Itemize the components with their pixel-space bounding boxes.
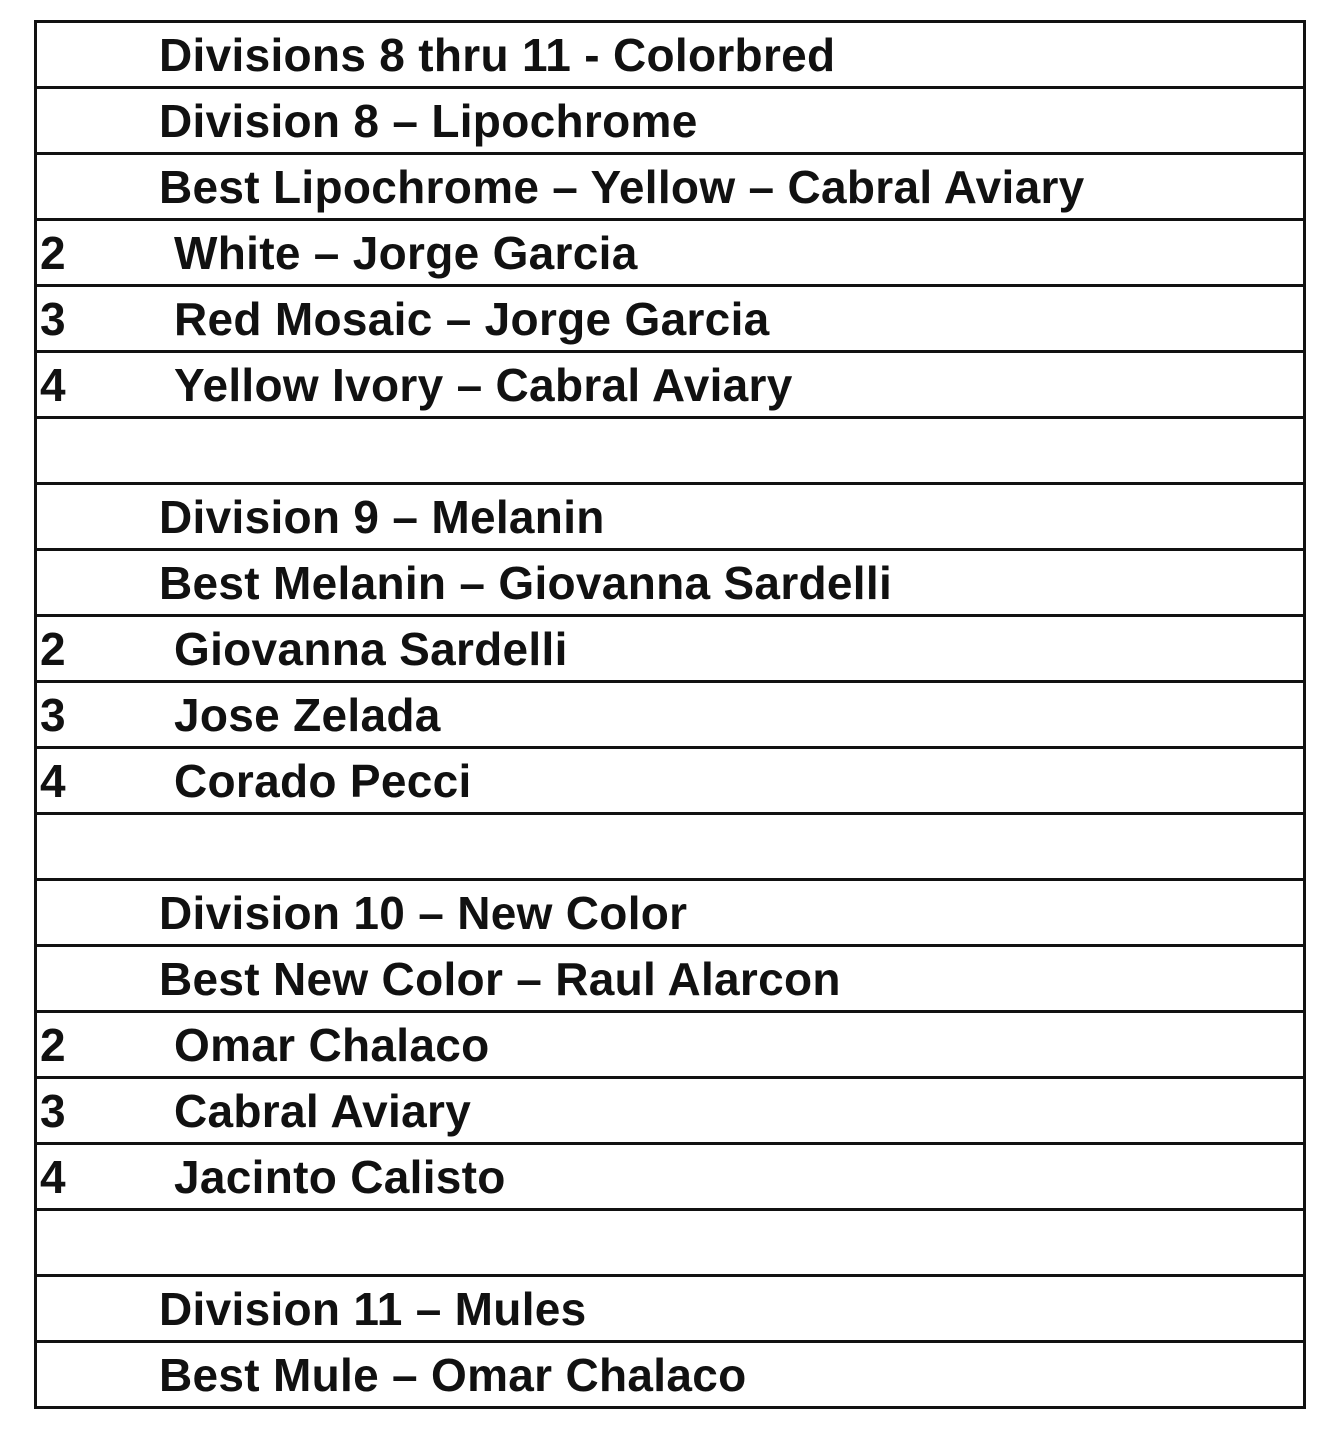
division-heading: Division 10 – New Color <box>159 886 688 939</box>
division-heading: Division 8 – Lipochrome <box>159 94 698 147</box>
division-heading: Division 9 – Melanin <box>159 490 605 543</box>
placement-row <box>37 1079 1303 1145</box>
heading-row <box>37 947 1303 1013</box>
blank-row <box>37 815 1303 881</box>
placement-row <box>37 683 1303 749</box>
place-number: 3 <box>40 688 66 741</box>
placement-row <box>37 749 1303 815</box>
place-number: 2 <box>40 1018 66 1071</box>
place-number: 4 <box>40 1150 66 1203</box>
placement-row <box>37 1145 1303 1211</box>
division-heading: Divisions 8 thru 11 - Colorbred <box>159 28 836 81</box>
placement-text: Giovanna Sardelli <box>174 622 568 675</box>
heading-row <box>37 23 1303 89</box>
place-number: 4 <box>40 358 66 411</box>
division-heading: Division 11 – Mules <box>159 1282 587 1335</box>
division-heading: Best New Color – Raul Alarcon <box>159 952 841 1005</box>
placement-text: Jacinto Calisto <box>174 1150 506 1203</box>
place-number: 4 <box>40 754 66 807</box>
placement-text: Yellow Ivory – Cabral Aviary <box>174 358 793 411</box>
placement-row <box>37 287 1303 353</box>
results-table <box>34 20 1306 1409</box>
heading-row <box>37 485 1303 551</box>
heading-row <box>37 155 1303 221</box>
placement-row <box>37 353 1303 419</box>
division-heading: Best Melanin – Giovanna Sardelli <box>159 556 893 609</box>
division-heading: Best Mule – Omar Chalaco <box>159 1348 747 1401</box>
placement-text: Omar Chalaco <box>174 1018 490 1071</box>
place-number: 2 <box>40 622 66 675</box>
place-number: 3 <box>40 292 66 345</box>
place-number: 3 <box>40 1084 66 1137</box>
blank-row <box>37 419 1303 485</box>
heading-row <box>37 551 1303 617</box>
placement-text: Cabral Aviary <box>174 1084 472 1137</box>
placement-row <box>37 1013 1303 1079</box>
division-heading: Best Lipochrome – Yellow – Cabral Aviary <box>159 160 1085 213</box>
blank-row <box>37 1211 1303 1277</box>
placement-text: Red Mosaic – Jorge Garcia <box>174 292 770 345</box>
place-number: 2 <box>40 226 66 279</box>
placement-text: Jose Zelada <box>174 688 441 741</box>
heading-row <box>37 89 1303 155</box>
placement-text: White – Jorge Garcia <box>174 226 638 279</box>
placement-text: Corado Pecci <box>174 754 472 807</box>
heading-row <box>37 1277 1303 1343</box>
placement-row <box>37 617 1303 683</box>
heading-row <box>37 1343 1303 1406</box>
placement-row <box>37 221 1303 287</box>
heading-row <box>37 881 1303 947</box>
